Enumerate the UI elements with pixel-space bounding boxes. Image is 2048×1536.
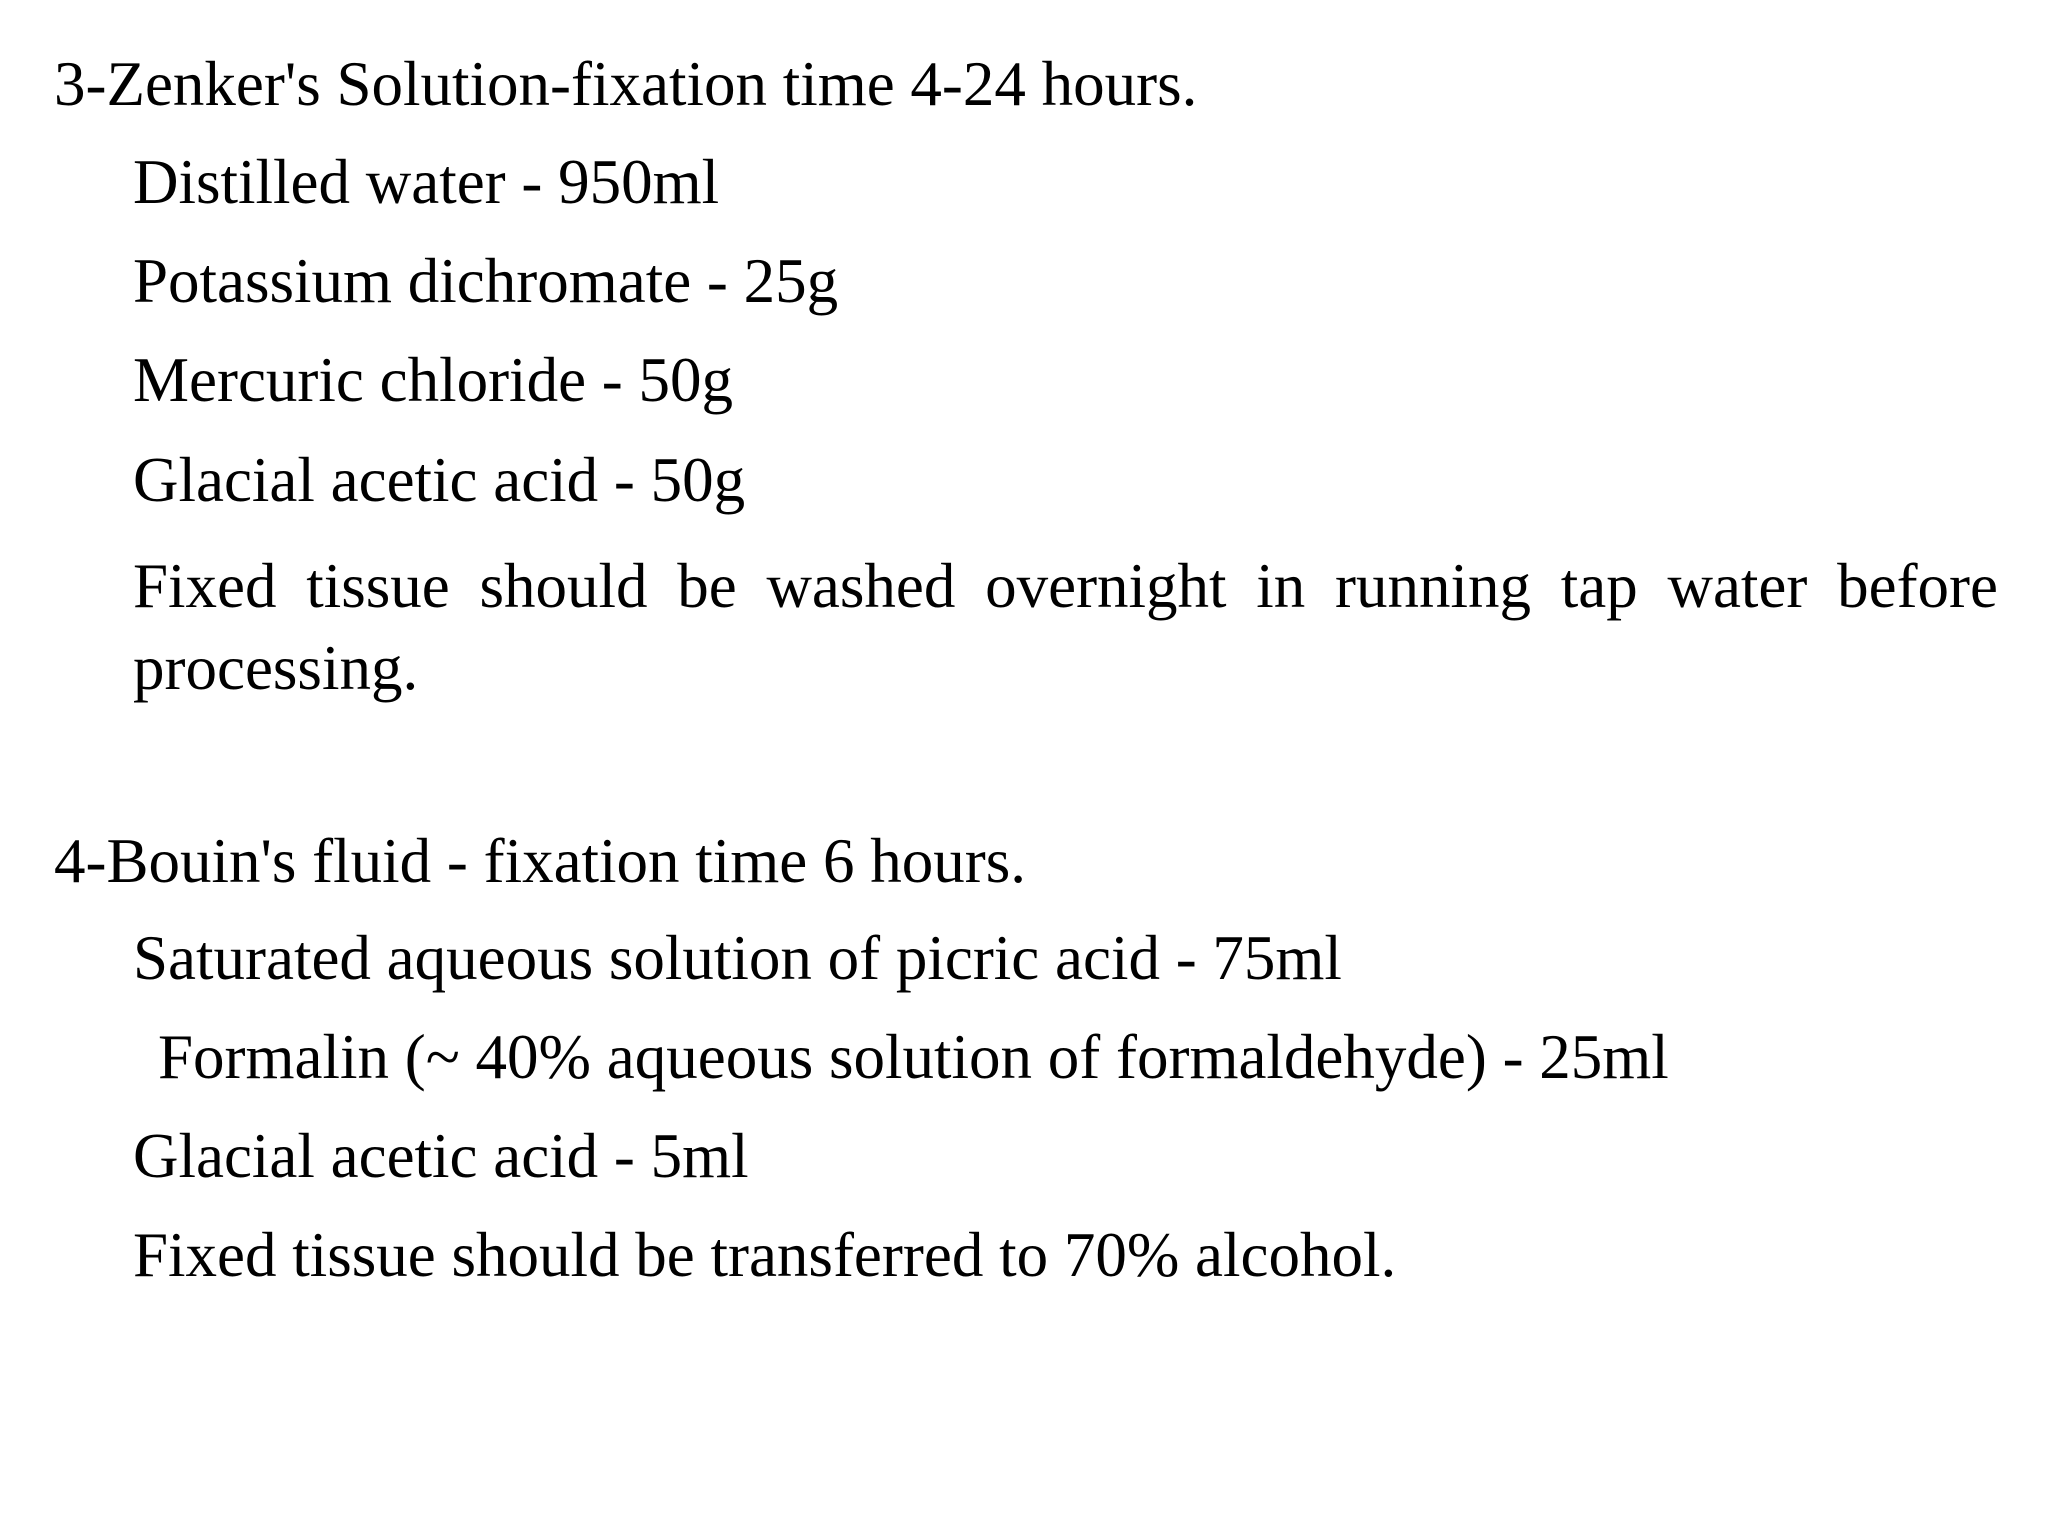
ingredient-glacial-acetic-acid: Glacial acetic acid - 50g xyxy=(133,445,746,515)
ingredient-picric-acid: Saturated aqueous solution of picric acid - 75ml xyxy=(133,923,1342,993)
ingredient-glacial-acetic-acid-bouin: Glacial acetic acid - 5ml xyxy=(133,1121,749,1191)
section-heading-zenker: 3-Zenker's Solution-fixation time 4-24 hours. xyxy=(54,49,1198,119)
ingredient-mercuric-chloride: Mercuric chloride - 50g xyxy=(133,345,734,415)
ingredient-distilled-water: Distilled water - 950ml xyxy=(133,147,720,217)
section-heading-bouin: 4-Bouin's fluid - fixation time 6 hours. xyxy=(54,826,1027,896)
ingredient-formalin: Formalin (~ 40% aqueous solution of formaldehyde) - 25ml xyxy=(158,1022,1669,1092)
note-zenker-washing: Fixed tissue should be washed overnight in running tap water before processing. xyxy=(133,551,1998,703)
ingredient-potassium-dichromate: Potassium dichromate - 25g xyxy=(133,246,839,316)
note-bouin-transfer: Fixed tissue should be transferred to 70% alcohol. xyxy=(133,1220,1397,1290)
